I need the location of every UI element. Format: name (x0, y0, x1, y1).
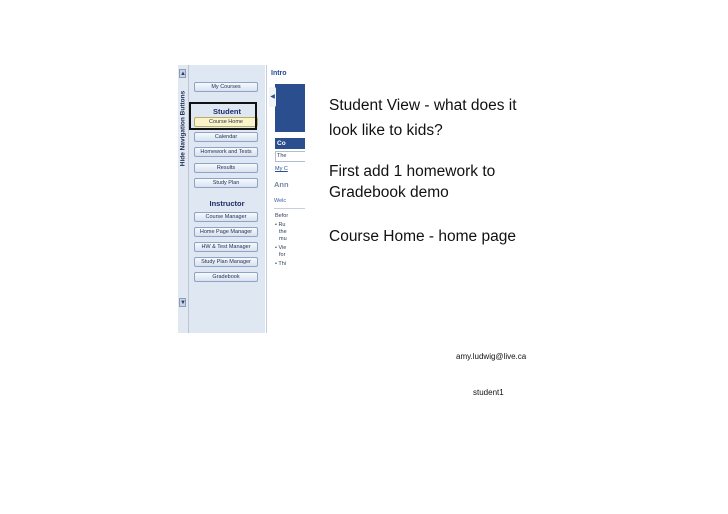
nav-study-plan-button[interactable]: Study Plan (194, 178, 258, 188)
info-text: The (277, 153, 287, 159)
hide-navigation-strip[interactable] (178, 65, 189, 333)
slide-line-3: First add 1 homework to (329, 163, 496, 180)
course-title: Intro (271, 70, 287, 77)
slide-line-1: Student View - what does it (329, 97, 517, 114)
before-text: Befor (275, 213, 289, 219)
scroll-down-icon[interactable]: ▼ (180, 300, 186, 306)
scroll-up-icon[interactable]: ▲ (180, 71, 186, 77)
welcome-text: Welc (274, 198, 287, 204)
nav-results-button[interactable]: Results (194, 163, 258, 173)
bullet-1-line-1: • Ru (275, 222, 286, 228)
collapse-arrow-icon[interactable]: ◀ (269, 87, 276, 107)
instructor-heading: Instructor (209, 199, 245, 208)
nav-calendar-button[interactable]: Calendar (194, 132, 258, 142)
header-banner (275, 84, 305, 132)
lms-screenshot (178, 65, 305, 333)
nav-home-page-manager-button[interactable]: Home Page Manager (194, 227, 258, 237)
login-password: student1 (473, 388, 504, 397)
bullet-1-line-3: mu (279, 236, 287, 242)
bullet-1-line-2: the (279, 229, 287, 235)
hide-navigation-label[interactable]: Hide Navigation Buttons (179, 90, 187, 167)
my-courses-link[interactable]: My C (275, 166, 288, 172)
student-section-highlight (189, 102, 257, 130)
nav-study-plan-manager-button[interactable]: Study Plan Manager (194, 257, 258, 267)
slide-line-5: Course Home - home page (329, 228, 516, 245)
bullet-2-line-1: • Vie (275, 245, 287, 251)
slide-line-4: Gradebook demo (329, 184, 449, 201)
course-content-pane (266, 65, 305, 333)
nav-course-manager-button[interactable]: Course Manager (194, 212, 258, 222)
divider (274, 208, 305, 209)
student-heading: Student (213, 107, 241, 116)
nav-gradebook-button[interactable]: Gradebook (194, 272, 258, 282)
nav-my-courses-button[interactable]: My Courses (194, 82, 258, 92)
bullet-2-line-2: for (279, 252, 286, 258)
nav-hw-test-manager-button[interactable]: HW & Test Manager (194, 242, 258, 252)
nav-homework-tests-button[interactable]: Homework and Tests (194, 147, 258, 157)
nav-course-home-button[interactable]: Course Home (194, 117, 258, 127)
login-email: amy.ludwig@live.ca (456, 352, 527, 361)
announcements-heading: Ann (274, 180, 289, 189)
bullet-3-line-1: • Thi (275, 261, 286, 267)
slide-line-2: look like to kids? (329, 122, 443, 139)
course-section-header: Co (275, 138, 305, 149)
